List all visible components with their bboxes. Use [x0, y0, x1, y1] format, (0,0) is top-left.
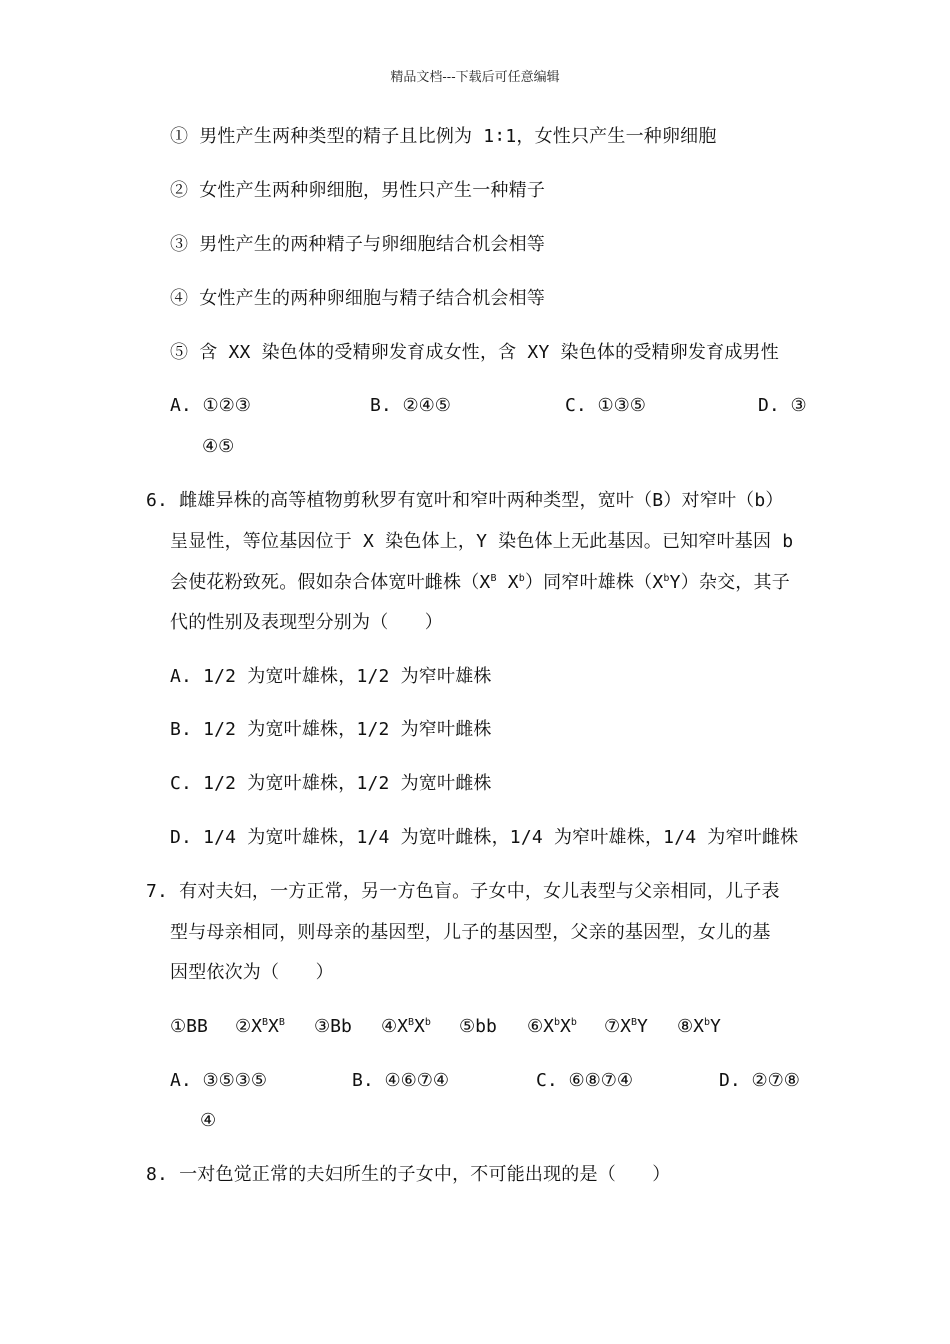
- q7-option-a: A. ③⑤③⑤: [170, 1070, 268, 1091]
- q5-statement-1: ① 男性产生两种类型的精子且比例为 1∶1，女性只产生一种卵细胞: [170, 126, 717, 147]
- q7-stem-line-1: 7. 有对夫妇，一方正常，另一方色盲。子女中，女儿表型与父亲相同，儿子表: [146, 881, 780, 902]
- q6-option-d: D. 1/4 为宽叶雄株，1/4 为宽叶雌株，1/4 为窄叶雄株，1/4 为窄叶雌株: [170, 827, 799, 848]
- q6-option-b: B. 1/2 为宽叶雄株，1/2 为窄叶雌株: [170, 719, 492, 740]
- genotype-1: ①BB: [170, 1016, 208, 1037]
- genotype-4: $④X^BX^b$: [381, 1016, 431, 1037]
- q5-statement-4: ④ 女性产生的两种卵细胞与精子结合机会相等: [170, 288, 546, 309]
- q6-sup-c: b: [663, 573, 670, 584]
- q6-stem-text-d: Y）杂交，其子: [669, 572, 790, 593]
- q6-stem-line-2: 呈显性，等位基因位于 X 染色体上，Y 染色体上无此基因。已知窄叶基因 b: [170, 531, 794, 552]
- q7-option-d: D. ②⑦⑧: [719, 1070, 800, 1091]
- q6-stem-text-c: ）同窄叶雄株（X: [524, 572, 664, 593]
- q6-sup-b: b: [518, 573, 525, 584]
- q5-option-d-continued: ④⑤: [202, 436, 235, 457]
- q5-statement-2: ② 女性产生两种卵细胞，男性只产生一种精子: [170, 180, 546, 201]
- page-header: 精品文档---下载后可任意编辑: [390, 70, 560, 85]
- q5-option-a: A. ①②③: [170, 395, 251, 416]
- q6-stem-line-4: 代的性别及表现型分别为（ ）: [170, 612, 443, 633]
- q5-option-b: B. ②④⑤: [370, 395, 451, 416]
- q6-stem-line-1: 6. 雌雄异株的高等植物剪秋罗有宽叶和窄叶两种类型，宽叶（B）对窄叶（b）: [146, 490, 784, 511]
- q5-option-c: C. ①③⑤: [565, 395, 646, 416]
- genotype-2: $②X^BX^B$: [235, 1016, 285, 1037]
- q7-stem-line-3: 因型依次为（ ）: [170, 962, 334, 983]
- q6-stem-line-3: [170, 572, 790, 594]
- q6-stem-text-a: 会使花粉致死。假如杂合体宽叶雌株（X: [170, 572, 491, 593]
- q6-sup-a: B: [490, 573, 497, 584]
- q5-option-d: D. ③: [758, 395, 807, 416]
- q7-option-b: B. ④⑥⑦④: [352, 1070, 450, 1091]
- genotype-6: $⑥X^bX^b$: [527, 1016, 577, 1037]
- q7-option-c: C. ⑥⑧⑦④: [536, 1070, 634, 1091]
- genotype-3: ③Bb: [314, 1016, 352, 1037]
- q8-stem: 8. 一对色觉正常的夫妇所生的子女中，不可能出现的是（ ）: [146, 1164, 671, 1185]
- q7-stem-line-2: 型与母亲相同，则母亲的基因型，儿子的基因型，父亲的基因型，女儿的基: [170, 922, 771, 943]
- q7-option-d-continued: ④: [200, 1110, 217, 1131]
- q6-option-c: C. 1/2 为宽叶雄株，1/2 为宽叶雌株: [170, 773, 492, 794]
- q6-stem-text-b: X: [496, 572, 519, 593]
- genotype-7: $⑦X^BY$: [604, 1016, 648, 1037]
- genotype-5: ⑤bb: [459, 1016, 497, 1037]
- genotype-8: $⑧X^bY$: [677, 1016, 721, 1037]
- q5-statement-5: ⑤ 含 XX 染色体的受精卵发育成女性，含 XY 染色体的受精卵发育成男性: [170, 342, 779, 363]
- q5-statement-3: ③ 男性产生的两种精子与卵细胞结合机会相等: [170, 234, 546, 255]
- q6-option-a: A. 1/2 为宽叶雄株，1/2 为窄叶雄株: [170, 666, 492, 687]
